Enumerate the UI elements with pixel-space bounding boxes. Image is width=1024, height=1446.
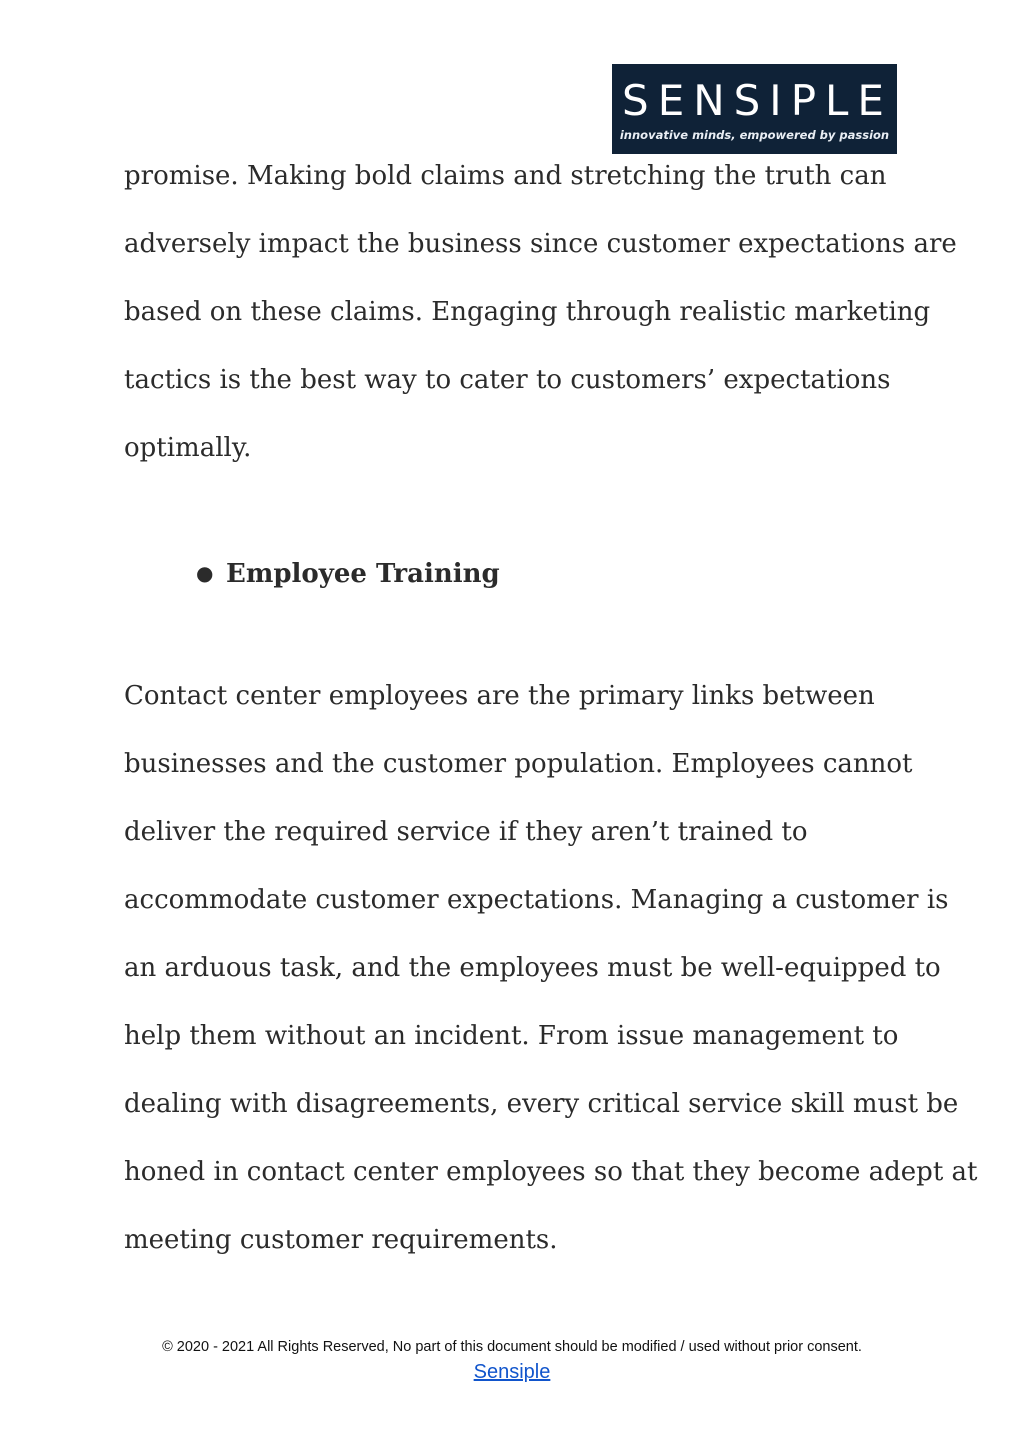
paragraph-line: honed in contact center employees so that they become adept at xyxy=(124,1157,978,1187)
paragraph-line: tactics is the best way to cater to customers’ expectations xyxy=(124,365,891,395)
paragraph-line: deliver the required service if they aren’t trained to xyxy=(124,817,808,847)
section-heading: Employee Training xyxy=(226,559,500,589)
paragraph-line: businesses and the customer population. Employees cannot xyxy=(124,749,913,779)
logo-wordmark: SENSIPLE xyxy=(622,76,893,125)
paragraph-line: dealing with disagreements, every critical service skill must be xyxy=(124,1089,959,1119)
sensiple-link[interactable]: Sensiple xyxy=(473,1361,551,1383)
paragraph-line: help them without an incident. From issue management to xyxy=(124,1021,899,1051)
bullet-heading xyxy=(196,558,500,589)
paragraph-line: accommodate customer expectations. Managing a customer is xyxy=(124,885,949,915)
paragraph-line: promise. Making bold claims and stretching the truth can xyxy=(124,161,887,191)
paragraph-line: adversely impact the business since customer expectations are xyxy=(124,229,957,259)
paragraph-line: optimally. xyxy=(124,433,252,463)
logo-tagline: innovative minds, empowered by passion xyxy=(619,128,890,142)
paragraph-line: based on these claims. Engaging through realistic marketing xyxy=(124,297,931,327)
footer-link-container xyxy=(0,1360,1024,1384)
bullet-icon: ● xyxy=(196,561,214,585)
copyright-notice: © 2020 - 2021 All Rights Reserved, No part of this document should be modified / used without prior consent. xyxy=(162,1339,862,1355)
paragraph-line: an arduous task, and the employees must be well-equipped to xyxy=(124,953,941,983)
sensiple-logo xyxy=(612,64,897,154)
paragraph-line: Contact center employees are the primary links between xyxy=(124,681,875,711)
paragraph-line: meeting customer requirements. xyxy=(124,1225,558,1255)
